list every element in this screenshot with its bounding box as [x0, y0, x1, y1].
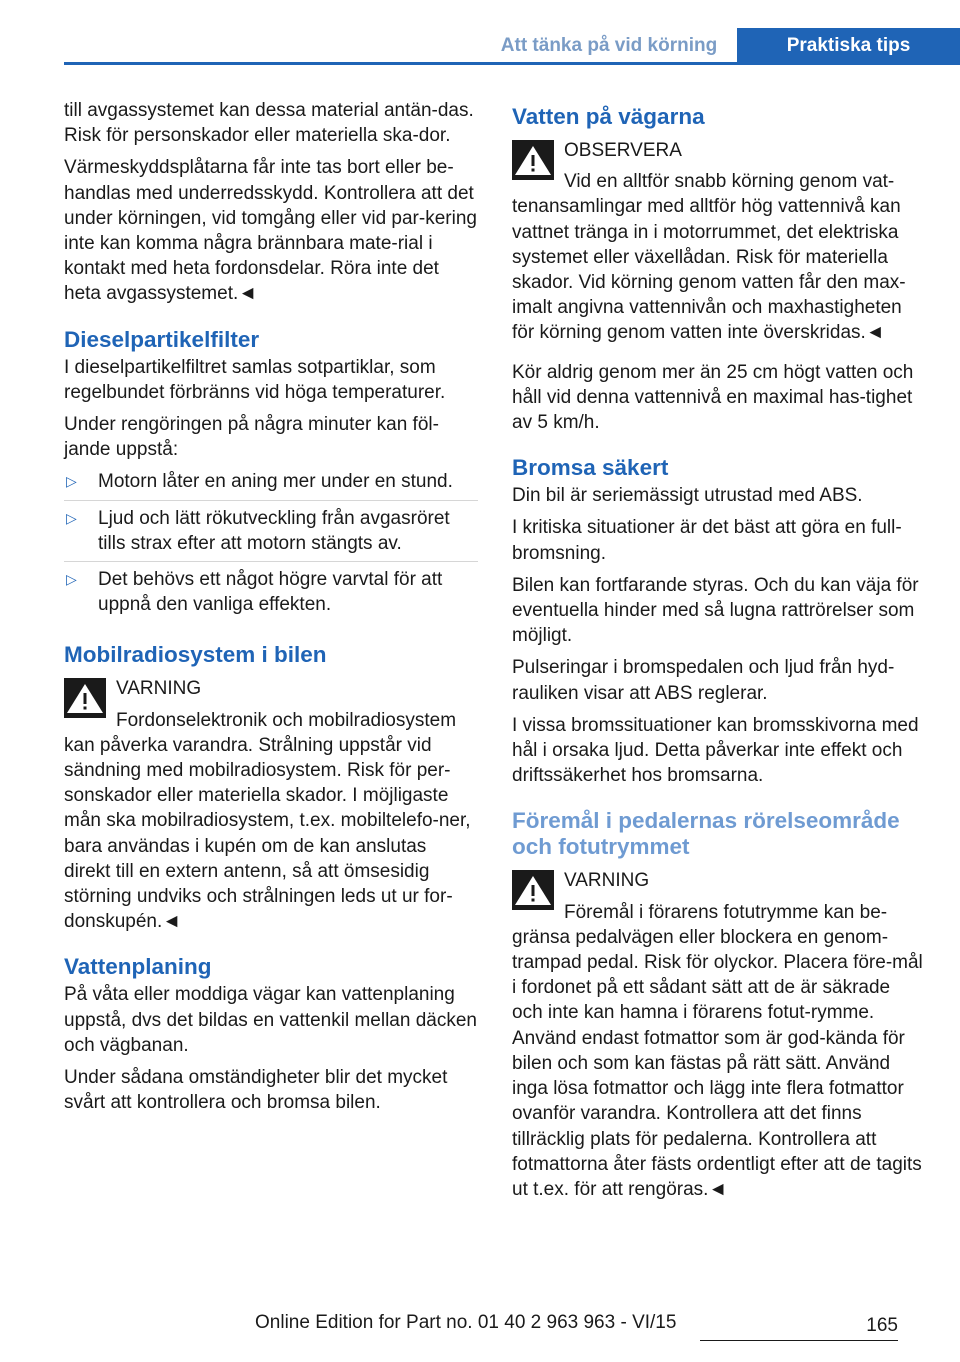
triangle-bullet-icon: ▷	[66, 509, 77, 526]
water-roads-heading: Vatten på vägarna	[512, 104, 705, 129]
mobile-warning-block	[64, 676, 478, 934]
diesel-paragraph-1: I dieselpartikelfiltret samlas sotpartiklar, som regelbundet förbränns vid höga temperaturer.	[64, 356, 446, 403]
chapter-tab[interactable]: Praktiska tips	[737, 28, 960, 63]
aquaplaning-paragraph-1: På våta eller moddiga vägar kan vattenplaning uppstå, dvs det bildas en vattenkil mellan däcken och vägbanan.	[64, 984, 477, 1056]
page-header	[64, 24, 960, 65]
warning-text: Fordonselektronik och mobilradiosystem kan påverka varandra. Strålning uppstår vid sändning med mobilradiosystem. Risk för per-sonskador eller materiella skador. I möjligaste mån ska mobilradiosystem, t.ex. mobiltelefo-ner, bara användas i kupén om de kan anslutas direkt till en extern antenn, så att ömsesidig störning undviks och strålningen leds ut ur for-donskupén.◄	[64, 709, 471, 933]
warning-text: Föremål i förarens fotutrymme kan be-gränsa pedalvägen eller blockera en genom-trampad pedal. Risk för olyckor. Placera före-mål i fordonet på ett sådant sätt att de är säkrade och inte kan hamna i förarens fotut-rymme. Använd endast fotmattor som är god-kända för bilen och som kan fästas på rätt sätt. Använd inga lösa fotmattor och lägg inte flera fotmattor ovanför varandra. Kontrollera att det finns tillräcklig plats för pedalerna. Kontrollera att fotmattorna åter fästs ordentligt efter att de tagits ut t.ex. för att rengöras.◄	[512, 901, 923, 1200]
caution-label: OBSERVERA	[564, 140, 682, 161]
brake-paragraph-3: Bilen kan fortfarande styras. Och du kan väja för eventuella hinder med så lugna rattrörelser som möjligt.	[512, 574, 919, 647]
triangle-bullet-icon: ▷	[66, 473, 77, 490]
brake-paragraph-2: I kritiska situationer är det bäst att göra en full-bromsning.	[512, 517, 902, 564]
diesel-filter-heading: Dieselpartikelfilter	[64, 326, 260, 352]
brake-paragraph-4: Pulseringar i bromspedalen och ljud från hyd-rauliken visar att ABS reglerar.	[512, 657, 895, 704]
right-column	[512, 98, 926, 1216]
section-tab[interactable]: Att tänka på vid körning	[500, 35, 718, 56]
warning-triangle-icon	[64, 678, 106, 718]
aquaplaning-paragraph-2: Under sådana omständigheter blir det mycket svårt att kontrollera och bromsa bilen.	[64, 1067, 448, 1114]
brake-paragraph-5: I vissa bromssituationer kan bromsskivorna med hål i orsaka ljud. Detta påverkar inte effekt och driftssäkerhet hos bromsarna.	[512, 714, 919, 787]
warning-triangle-icon	[512, 870, 554, 910]
list-item: ▷ Ljud och lätt rökutveckling från avgasröret tills strax efter att motorn stängts av.	[64, 506, 478, 562]
diesel-paragraph-2: Under rengöringen på några minuter kan föl-jande uppstå:	[64, 414, 439, 461]
water-warning-block	[512, 138, 926, 346]
list-item: ▷ Det behövs ett något högre varvtal för att uppnå den vanliga effekten.	[66, 569, 443, 616]
warning-triangle-icon	[512, 140, 554, 180]
mobile-radio-heading: Mobilradiosystem i bilen	[64, 642, 327, 668]
brake-paragraph-1: Din bil är seriemässigt utrustad med ABS.	[512, 485, 863, 507]
triangle-bullet-icon: ▷	[66, 571, 77, 588]
water-paragraph: Kör aldrig genom mer än 25 cm högt vatten och håll vid denna vattennivå en maximal has-tighet av 5 km/h.	[512, 361, 914, 434]
edition-footer: Online Edition for Part no. 01 40 2 963 963 - VI/15	[255, 1312, 677, 1333]
warning-label: VARNING	[564, 870, 650, 892]
caution-text: Vid en alltför snabb körning genom vat-tenansamlingar med alltför hög vattennivå kan vattnet tränga in i motorrummet, det elektriska systemet eller växellådan. Risk för materiella skador. Vid körning genom vatten får den max-imalt angivna vattennivån och maxhastigheten för körning genom vatten inte överskridas.◄	[512, 171, 906, 344]
intro-paragraph: till avgassystemet kan dessa material antän-das. Risk för personskador eller materiella ska-dor.	[64, 100, 474, 147]
pedal-warning-block	[512, 868, 926, 1202]
footer-divider	[700, 1340, 898, 1341]
safe-braking-heading: Bromsa säkert	[512, 455, 669, 481]
diesel-bullet-list	[64, 469, 478, 622]
left-column	[64, 98, 478, 1123]
aquaplaning-heading: Vattenplaning	[64, 954, 212, 980]
list-item: ▷ Motorn låter en aning mer under en stund.	[64, 469, 478, 500]
warning-label: VARNING	[116, 678, 202, 700]
heat-shield-paragraph: Värmeskyddsplåtarna får inte tas bort eller be-handlas med underredsskydd. Kontrollera att det under körningen, vid tomgång eller vid par-kering inte kan komma några brännbara mate-rial i kontakt med heta fordonsdelar. Röra inte det heta avgassystemet.◄	[64, 157, 477, 305]
page-number: 165	[866, 1315, 898, 1336]
pedal-area-heading: Föremål i pedalernas rörelseområde och fotutrymmet	[512, 808, 900, 860]
